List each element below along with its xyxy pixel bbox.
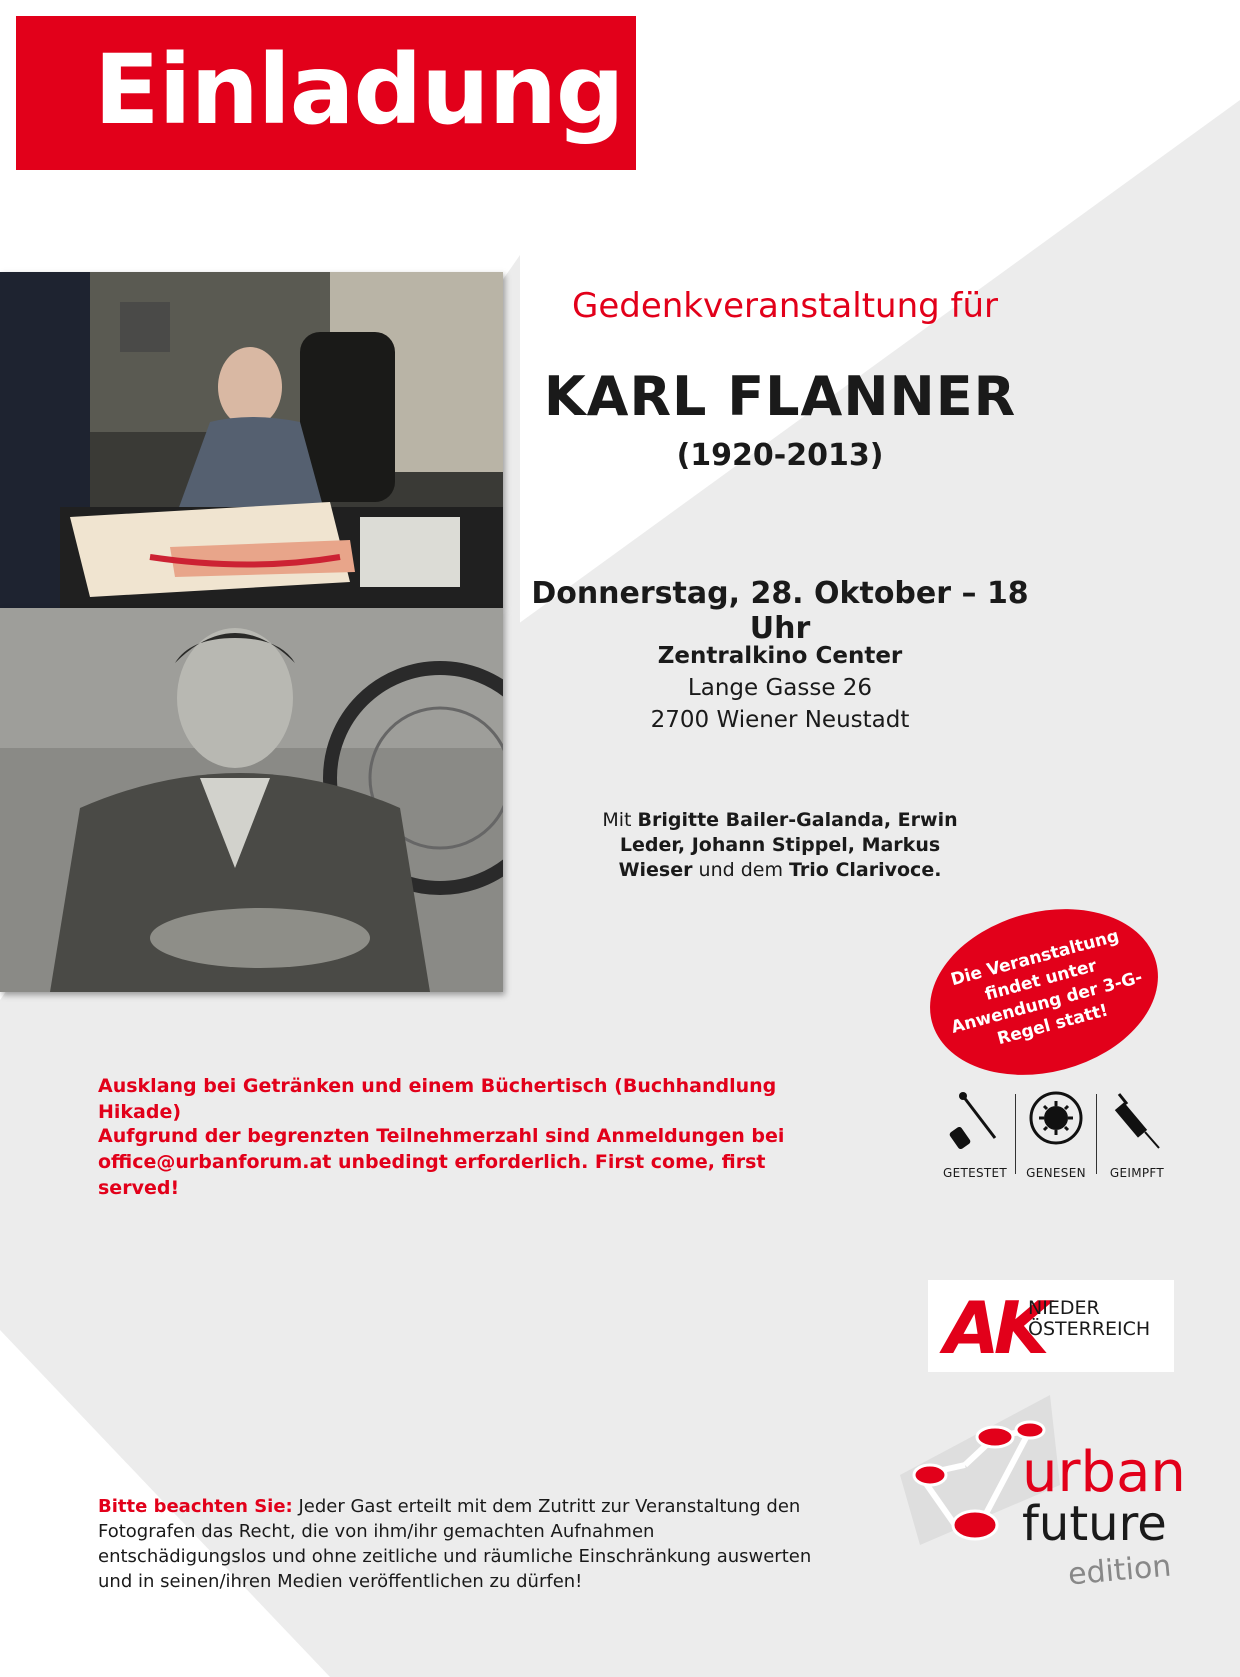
guests-text xyxy=(600,808,960,883)
photo-young-man xyxy=(0,608,503,992)
venue-name: Zentralkino Center xyxy=(657,643,903,669)
ak-logo-line2: ÖSTERREICH xyxy=(1028,1318,1151,1340)
venue-block xyxy=(560,640,1000,736)
ak-logo xyxy=(928,1280,1174,1372)
rule-vaccinated xyxy=(1097,1090,1177,1180)
invitation-banner xyxy=(16,16,636,170)
badge-text: Die Veranstaltung findet unter Anwendung der 3-G-Regel statt! xyxy=(948,926,1145,1050)
rule-recovered-label: GENESEN xyxy=(1026,1166,1086,1180)
venue-city: 2700 Wiener Neustadt xyxy=(650,707,910,733)
disclaimer-lead: Bitte beachten Sie: xyxy=(98,1496,293,1517)
guests-trio: Trio Clarivoce. xyxy=(789,859,942,881)
rule-tested-label: GETESTET xyxy=(942,1166,1008,1180)
closing-note: Ausklang bei Getränken und einem Büchertisch (Buchhandlung Hikade) xyxy=(98,1075,777,1123)
ak-logo-line1: NIEDER xyxy=(1028,1297,1100,1319)
invitation-title: Einladung xyxy=(94,34,624,146)
urban-future-line3: edition xyxy=(1066,1548,1173,1593)
event-subtitle: Gedenkveranstaltung für xyxy=(571,286,999,326)
urban-future-logo xyxy=(900,1395,1200,1605)
honoree-name: KARL FLANNER xyxy=(543,365,1017,428)
venue-street: Lange Gasse 26 xyxy=(687,675,873,701)
registration-note: Aufgrund der begrenzten Teilnehmerzahl sind Anmeldungen bei office@urbanforum.at unbedingt erforderlich. First come, first served! xyxy=(98,1125,785,1199)
photo-disclaimer xyxy=(98,1494,818,1594)
rule-recovered xyxy=(1016,1090,1096,1180)
rule-tested xyxy=(935,1090,1015,1180)
urban-future-line2: future xyxy=(1022,1496,1167,1552)
guests-prefix: Mit xyxy=(602,809,632,831)
syringe-icon xyxy=(1097,1090,1177,1152)
test-swab-icon xyxy=(935,1090,1015,1152)
rule-vaccinated-label: GEIMPFT xyxy=(1109,1166,1165,1180)
guests-names: Brigitte Bailer-Galanda, Erwin Leder, Johann Stippel, Markus Wieser xyxy=(618,809,958,881)
photo-signing-book xyxy=(0,272,503,608)
disclaimer-text: Jeder Gast erteilt mit dem Zutritt zur Veranstaltung den Fotografen das Recht, die von ihm/ihr gemachten Aufnahmen entschädigungslos und ohne zeitliche und räumliche Einschränkung auswerten und in seinen/ihren Medien veröffentlichen zu dürfen! xyxy=(98,1496,812,1592)
event-datetime: Donnerstag, 28. Oktober – 18 Uhr xyxy=(531,576,1029,646)
virus-icon xyxy=(1016,1090,1096,1152)
3g-rule-icons xyxy=(935,1090,1175,1180)
ak-logo-text xyxy=(1028,1298,1150,1340)
ak-logo-letters: AK xyxy=(944,1286,1044,1370)
urban-future-line1: urban xyxy=(1022,1440,1186,1505)
honoree-years: (1920-2013) xyxy=(676,438,884,473)
guests-middle: und dem xyxy=(698,859,783,881)
